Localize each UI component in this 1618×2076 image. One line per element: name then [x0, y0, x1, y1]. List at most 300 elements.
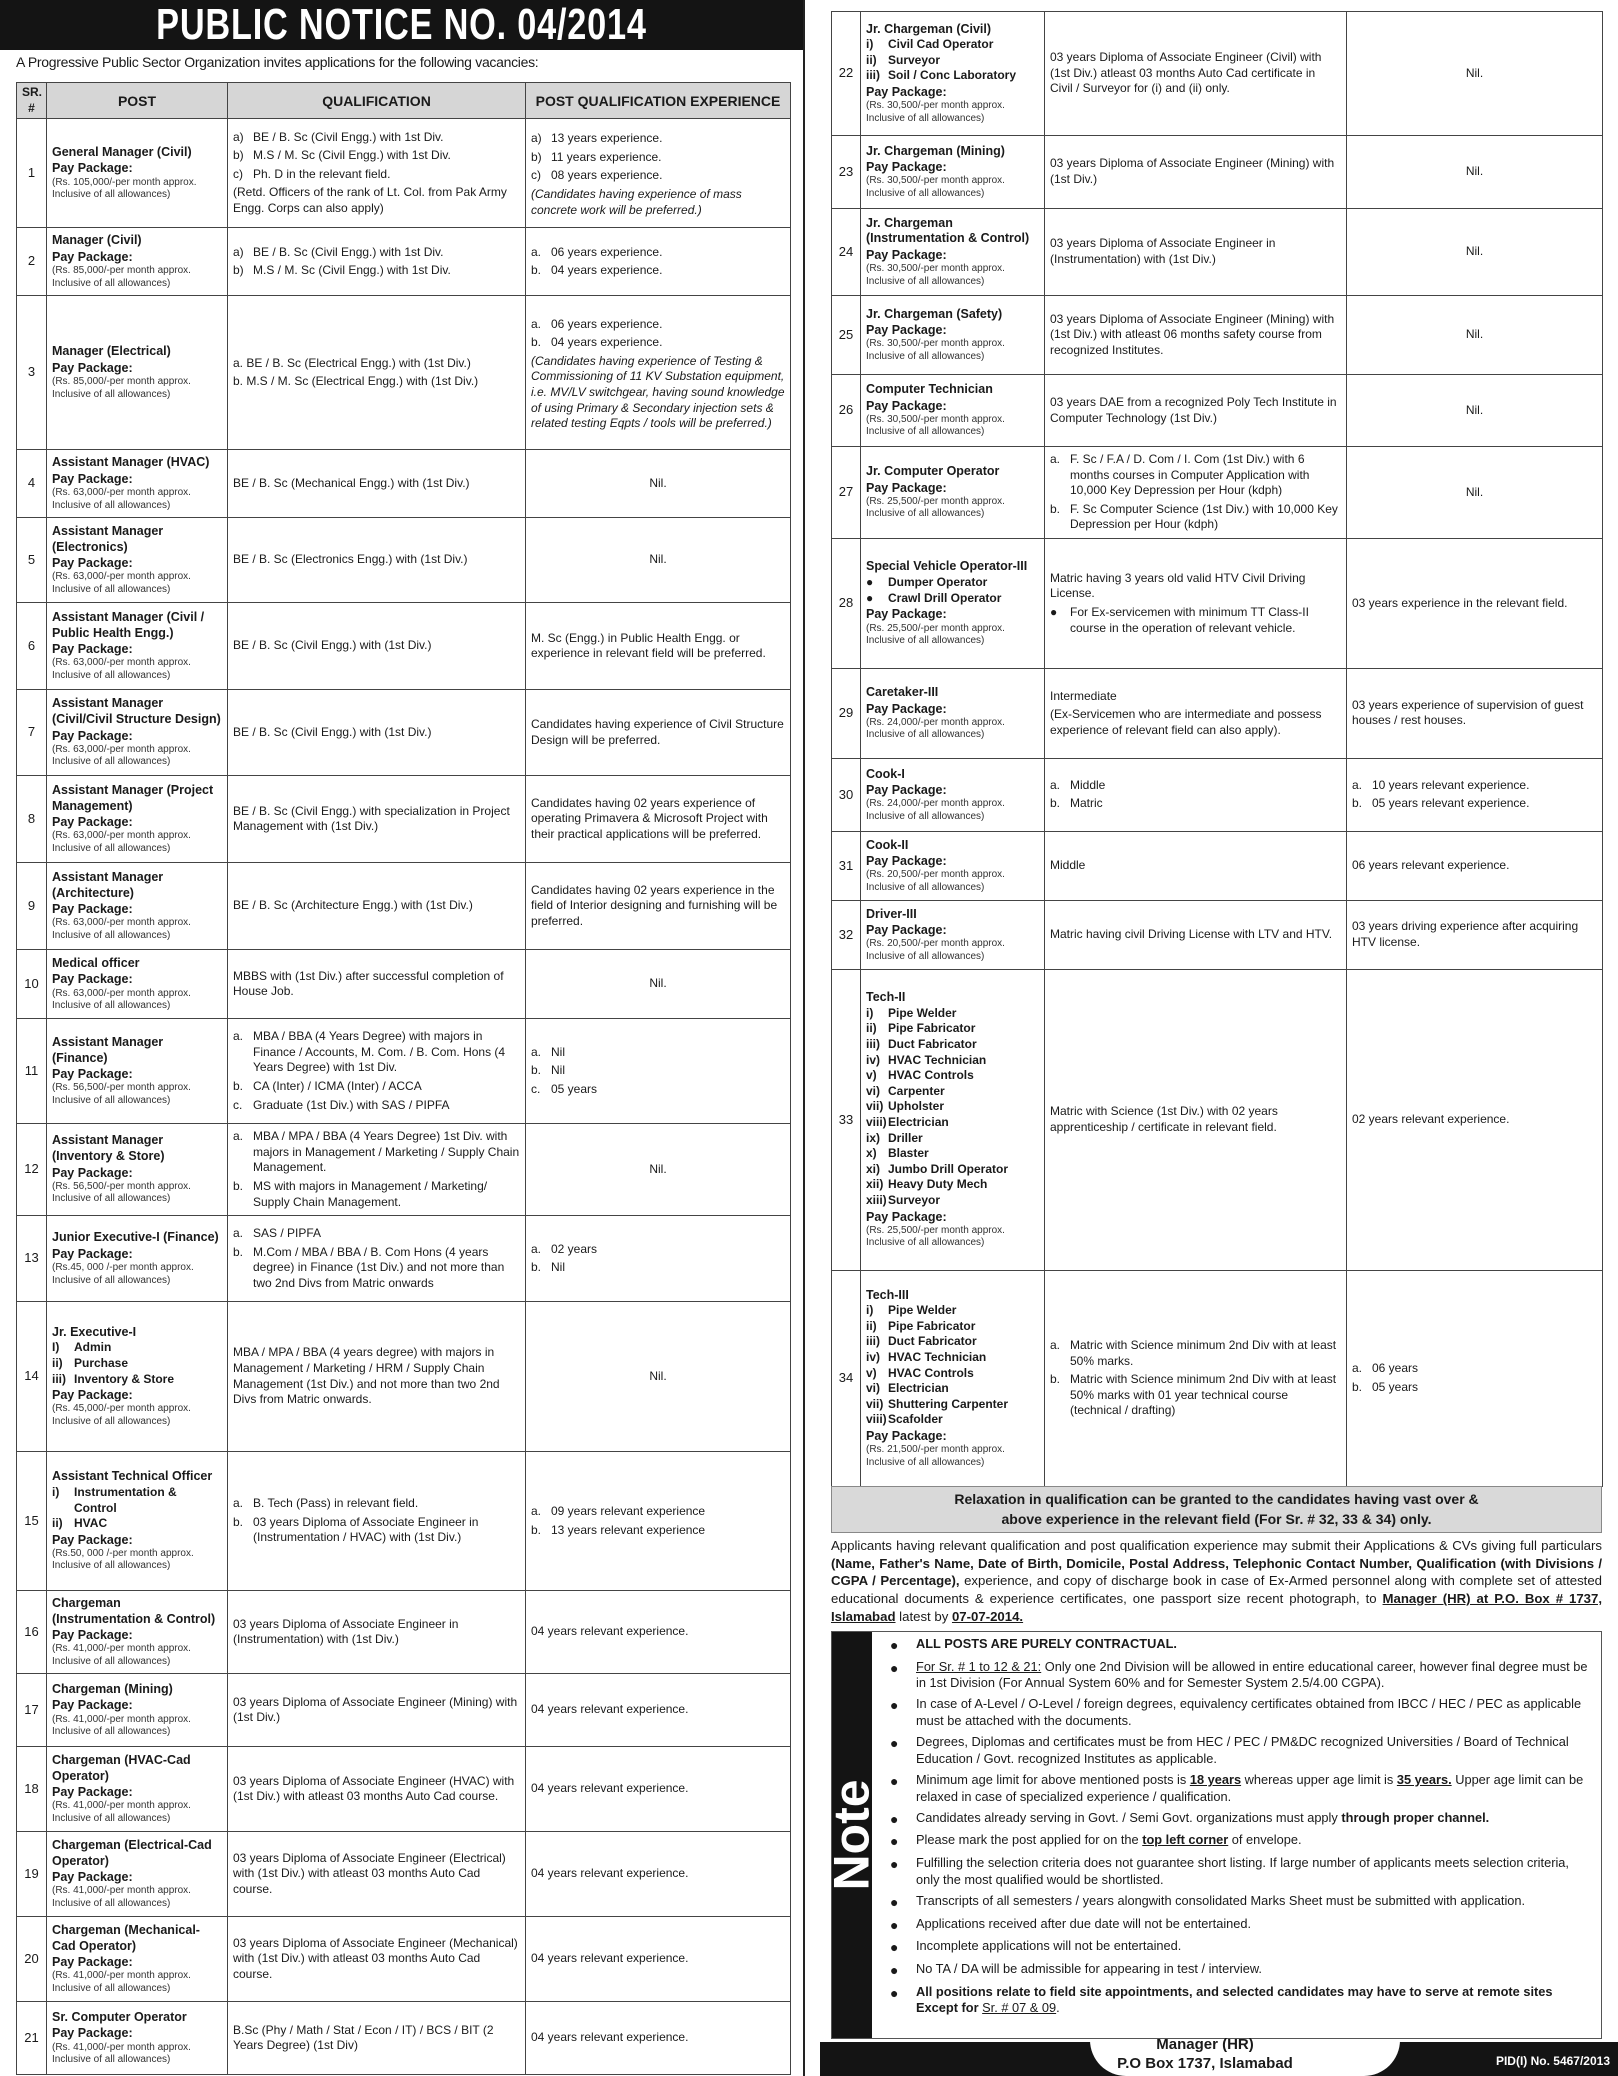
- qualification-item: [233, 1098, 520, 1114]
- qualification-item: [1050, 312, 1341, 359]
- experience-cell: [1347, 668, 1603, 758]
- qualification-item: [233, 374, 520, 390]
- experience-item-marker: a.: [531, 1044, 542, 1059]
- qualification-item-text: BE / B. Sc (Electronics Engg.) with (1st Div.): [233, 552, 468, 567]
- experience-cell: [1347, 136, 1603, 209]
- experience-item-text: 04 years experience.: [551, 263, 663, 278]
- qualification-item: [1050, 605, 1341, 636]
- experience-cell: [1347, 447, 1603, 539]
- pay-package-label: Pay Package:: [52, 161, 133, 176]
- sr-number: 25: [832, 296, 861, 375]
- note-segment: Candidates already serving in Govt. / Semi Govt. organizations must apply: [916, 1809, 1342, 1825]
- qualification-item: [233, 1695, 520, 1726]
- bullet-icon: ●: [890, 1735, 899, 1752]
- note-item: [890, 1855, 1591, 1888]
- experience-note: (Candidates having experience of Testing & Commissioning of 11 KV Substation equipment, i.e. MV/LV switchgear, having sound knowledge of using Primary & Secondary injection sets & related testing Eqpts / tools will be preferred.): [531, 353, 785, 431]
- experience-item-marker: a.: [1352, 1361, 1363, 1376]
- note-item: [890, 1938, 1591, 1956]
- table-row: [17, 1302, 791, 1452]
- post-cell: [861, 831, 1045, 900]
- qualification-cell: [228, 1019, 526, 1124]
- post-title: Assistant Manager (HVAC): [52, 455, 210, 470]
- qualification-item-marker: b.: [233, 1244, 244, 1259]
- experience-item-marker: a.: [531, 1504, 542, 1519]
- qualification-item: [233, 1179, 520, 1210]
- post-title: Medical officer: [52, 955, 140, 970]
- qualification-item: [233, 1496, 520, 1512]
- post-subitem-marker: ●: [866, 590, 874, 605]
- post-subitem-marker: ii): [52, 1356, 63, 1371]
- qualification-cell: [1045, 447, 1347, 539]
- post-subitem-text: Surveyor: [888, 1192, 941, 1207]
- table-row: [832, 296, 1603, 375]
- post-title: Jr. Chargeman (Instrumentation & Control): [866, 215, 1030, 246]
- qualification-item: [233, 804, 520, 835]
- note-segment: Incomplete applications will not be entertained.: [916, 1938, 1182, 1954]
- post-cell: [47, 1452, 228, 1591]
- qualification-cell: [1045, 136, 1347, 209]
- sr-number: 28: [832, 538, 861, 668]
- qualification-item-text: Matric with Science minimum 2nd Div with at least 50% marks with 01 year technical course (technical / drafting): [1070, 1372, 1337, 1418]
- post-cell: [861, 1270, 1045, 1486]
- note-item: [890, 1810, 1591, 1828]
- experience-cell: [526, 1591, 791, 1674]
- qualification-item: [233, 1029, 520, 1076]
- experience-cell: [526, 518, 791, 603]
- post-subitem-text: Crawl Drill Operator: [888, 590, 1002, 605]
- qualification-cell: [1045, 1270, 1347, 1486]
- post-cell: [47, 228, 228, 296]
- pay-package-amount: (Rs. 21,500/-per month approx. Inclusive of all allowances): [866, 1444, 1005, 1468]
- pay-package-amount: (Rs. 63,000/-per month approx. Inclusive of all allowances): [52, 830, 191, 854]
- experience-cell: [526, 1124, 791, 1216]
- post-cell: [47, 1019, 228, 1124]
- post-subitem-marker: ix): [866, 1130, 881, 1145]
- post-cell: [47, 1747, 228, 1832]
- qualification-cell: [1045, 375, 1347, 447]
- experience-item-marker: b.: [531, 1260, 542, 1275]
- qualification-cell: [228, 1302, 526, 1452]
- post-subitem: [866, 37, 1039, 53]
- table-row: [832, 900, 1603, 969]
- post-subitem-text: Duct Fabricator: [888, 1036, 977, 1051]
- experience-cell: [1347, 538, 1603, 668]
- pay-package-amount: (Rs.45, 000 /-per month approx. Inclusive of all allowances): [52, 1262, 194, 1286]
- note-text: [916, 1916, 1251, 1934]
- post-subitem-marker: i): [866, 37, 874, 52]
- header-sr: SR. #: [17, 83, 47, 119]
- sr-number: 1: [17, 119, 47, 228]
- qualification-cell: [228, 776, 526, 863]
- note-segment: 35 years.: [1396, 1771, 1452, 1787]
- post-subitem-marker: v): [866, 1068, 877, 1083]
- qualification-item-text: Ph. D in the relevant field.: [253, 166, 391, 181]
- qualification-item-text: M.S / M. Sc (Civil Engg.) with 1st Div.: [253, 263, 451, 278]
- post-cell: [861, 12, 1045, 136]
- qualification-item-marker: a.: [1050, 452, 1061, 466]
- experience-item: [531, 263, 785, 279]
- qualification-item: [233, 725, 520, 741]
- qualification-cell: [1045, 12, 1347, 136]
- post-title: Manager (Civil): [52, 233, 142, 248]
- experience-item-marker: b.: [1352, 1379, 1363, 1394]
- sr-number: 5: [17, 518, 47, 603]
- post-title: Jr. Chargeman (Mining): [866, 143, 1005, 158]
- qualification-item-text: BE / B. Sc (Architecture Engg.) with (1st Div.): [233, 898, 473, 913]
- experience-item-text: 13 years relevant experience: [551, 1522, 706, 1537]
- post-subitem-text: Upholster: [888, 1099, 945, 1114]
- post-subitem: [866, 1366, 1039, 1382]
- qualification-item: [1050, 502, 1341, 533]
- pay-package-label: Pay Package:: [866, 607, 947, 622]
- post-title: Chargeman (HVAC-Cad Operator): [52, 1752, 191, 1783]
- qualification-item-marker: a.: [233, 1496, 244, 1511]
- post-subitem-marker: vii): [866, 1099, 884, 1114]
- qualification-item: [233, 969, 520, 1000]
- qualification-item-text: (Retd. Officers of the rank of Lt. Col. from Pak Army Engg. Corps can also apply): [233, 185, 507, 216]
- qualification-cell: [228, 2002, 526, 2075]
- post-subitem: [866, 1021, 1039, 1037]
- note-segment: Fulfilling the selection criteria does not guarantee short listing. If large number of applicants meets selection criteria, only the most qualified would be shortlisted.: [916, 1855, 1569, 1887]
- experience-cell: [526, 950, 791, 1019]
- relaxation-line: Relaxation in qualification can be granted to the candidates having vast over &: [954, 1491, 1479, 1507]
- pay-package-label: Pay Package:: [52, 1388, 133, 1403]
- experience-item-text: 04 years relevant experience.: [531, 1866, 689, 1881]
- post-subitem-text: Driller: [888, 1130, 923, 1145]
- bullet-icon: ●: [890, 1893, 899, 1910]
- table-row: [17, 690, 791, 776]
- experience-item-text: 04 years relevant experience.: [531, 2030, 689, 2045]
- table-row: [832, 831, 1603, 900]
- experience-cell: [526, 1832, 791, 1917]
- qualification-item: [233, 1851, 520, 1898]
- pay-package-label: Pay Package:: [866, 783, 947, 798]
- sr-number: 21: [17, 2002, 47, 2075]
- qualification-item: [1050, 236, 1341, 267]
- pay-package-label: Pay Package:: [52, 1532, 133, 1547]
- qualification-item: [1050, 689, 1341, 705]
- post-title: Jr. Computer Operator: [866, 464, 1000, 479]
- relaxation-line: above experience in the relevant field (For Sr. # 32, 33 & 34) only.: [1001, 1510, 1432, 1527]
- post-subitem-marker: iii): [866, 1036, 880, 1051]
- experience-item-text: 06 years relevant experience.: [1352, 858, 1510, 873]
- bullet-icon: ●: [890, 1659, 899, 1676]
- pay-package-amount: (Rs. 63,000/-per month approx. Inclusive of all allowances): [52, 917, 191, 941]
- post-subitem-marker: iv): [866, 1052, 881, 1067]
- pay-package-label: Pay Package:: [52, 728, 133, 743]
- post-subitem: [866, 1068, 1039, 1084]
- table-row: [832, 447, 1603, 539]
- qualification-item-text: CA (Inter) / ICMA (Inter) / ACCA: [253, 1078, 422, 1093]
- pay-package-label: Pay Package:: [866, 923, 947, 938]
- post-subitem-marker: ii): [866, 52, 877, 67]
- post-subitem-text: HVAC: [74, 1516, 108, 1531]
- qualification-item-text: Middle: [1050, 858, 1086, 873]
- qualification-item-marker: a): [233, 244, 244, 259]
- table-row: [832, 12, 1603, 136]
- table-row: [17, 603, 791, 690]
- experience-item: [1352, 858, 1597, 874]
- post-title: Assistant Manager (Architecture): [52, 869, 164, 900]
- sr-number: 14: [17, 1302, 47, 1452]
- qualification-cell: [228, 1832, 526, 1917]
- pay-package-amount: (Rs. 85,000/-per month approx. Inclusive of all allowances): [52, 265, 191, 289]
- pay-package-amount: (Rs. 30,500/-per month approx. Inclusive of all allowances): [866, 263, 1005, 287]
- pay-package-label: Pay Package:: [866, 701, 947, 716]
- qualification-item-marker: a.: [233, 1029, 244, 1044]
- post-subitem-marker: viii): [866, 1114, 887, 1129]
- experience-item-text: Candidates having experience of Civil Structure Design will be preferred.: [531, 717, 784, 747]
- qualification-item-text: B.Sc (Phy / Math / Stat / Econ / IT) / BCS / BIT (2 Years Degree) (1st Div): [233, 2022, 494, 2053]
- post-subitem-marker: x): [866, 1146, 877, 1161]
- qualification-item-marker: a.: [1050, 777, 1061, 792]
- experience-nil: Nil.: [649, 1161, 667, 1176]
- qualification-item-marker: b.: [233, 1514, 244, 1529]
- post-title: Chargeman (Instrumentation & Control): [52, 1595, 216, 1626]
- qualification-item: [233, 1515, 520, 1546]
- note-text: [916, 1832, 1302, 1850]
- note-segment: Please mark the post applied for on the: [916, 1832, 1143, 1848]
- qualification-item: [1050, 395, 1341, 426]
- pay-package-amount: (Rs. 41,000/-per month approx. Inclusive of all allowances): [52, 2041, 191, 2066]
- sr-number: 30: [832, 758, 861, 831]
- qualification-item-text: a. BE / B. Sc (Electrical Engg.) with (1st Div.): [233, 355, 471, 370]
- pay-package-amount: (Rs. 24,000/-per month approx. Inclusive of all allowances): [866, 798, 1005, 822]
- note-text: [916, 1659, 1591, 1692]
- qualification-item-text: MBBS with (1st Div.) after successful completion of House Job.: [233, 968, 504, 999]
- note-segment: top left corner: [1142, 1832, 1229, 1848]
- table-row: [832, 668, 1603, 758]
- post-subitem-text: Pipe Fabricator: [888, 1318, 976, 1333]
- qualification-item-text: B. Tech (Pass) in relevant field.: [253, 1496, 419, 1511]
- qualification-item-marker: b.: [1050, 501, 1061, 516]
- table-row: [17, 950, 791, 1019]
- experience-item-marker: a.: [531, 316, 542, 331]
- note-segment: Upper age limit can be relaxed in case of specialized experience / qualification.: [916, 1771, 1584, 1804]
- post-subitem-text: Instrumentation & Control: [74, 1484, 177, 1515]
- experience-item-marker: a.: [531, 1241, 542, 1256]
- experience-cell: [1347, 1270, 1603, 1486]
- post-subitem-text: Civil Cad Operator: [888, 37, 994, 52]
- qualification-item-text: MBA / BBA (4 Years Degree) with majors in Finance / Accounts, M. Com. / B. Com. Hons (4 Years Degree) with 1st Div.: [253, 1029, 506, 1075]
- post-subitem: [866, 1131, 1039, 1147]
- post-subitem: [866, 1334, 1039, 1350]
- bullet-icon: ●: [890, 1961, 899, 1978]
- pay-package-amount: (Rs. 41,000/-per month approx. Inclusive of all allowances): [52, 1713, 191, 1738]
- note-segment: Applications received after due date will not be entertained.: [916, 1915, 1252, 1931]
- note-item: [890, 1734, 1591, 1767]
- experience-item: [1352, 1112, 1597, 1128]
- pay-package-amount: (Rs. 25,500/-per month approx. Inclusive of all allowances): [866, 622, 1005, 646]
- table-row: [832, 538, 1603, 668]
- qualification-item: [1050, 1104, 1341, 1135]
- post-title: Jr. Chargeman (Civil): [866, 21, 992, 36]
- sr-number: 34: [832, 1270, 861, 1486]
- qualification-cell: [1045, 668, 1347, 758]
- pay-package-label: Pay Package:: [52, 902, 133, 917]
- qualification-item: [1050, 858, 1341, 874]
- post-subitem-text: Surveyor: [888, 52, 941, 67]
- sr-number: 17: [17, 1674, 47, 1747]
- pay-package-label: Pay Package:: [866, 398, 947, 413]
- experience-item-marker: a.: [1352, 777, 1363, 792]
- experience-item-text: 08 years experience.: [551, 168, 663, 183]
- experience-item-text: 04 years relevant experience.: [531, 1624, 689, 1639]
- experience-item-marker: c.: [531, 1081, 541, 1096]
- post-title: General Manager (Civil): [52, 144, 192, 159]
- post-subitem-text: Jumbo Drill Operator: [888, 1161, 1009, 1176]
- pay-package-amount: (Rs. 105,000/-per month approx. Inclusive of all allowances): [52, 176, 197, 201]
- qualification-cell: [228, 1124, 526, 1216]
- qualification-cell: [228, 1216, 526, 1302]
- post-subitem-text: Shuttering Carpenter: [888, 1396, 1009, 1411]
- experience-cell: [526, 1452, 791, 1591]
- post-subitem: [52, 1340, 222, 1356]
- experience-cell: [526, 1917, 791, 2002]
- experience-item-text: 09 years relevant experience: [551, 1504, 706, 1519]
- post-title: Assistant Manager (Project Management): [52, 782, 214, 813]
- experience-item-text: 05 years relevant experience.: [1372, 796, 1530, 811]
- post-subitem-marker: i): [866, 1005, 874, 1020]
- post-subitem-text: Pipe Fabricator: [888, 1021, 976, 1036]
- experience-item: [531, 2030, 785, 2046]
- experience-item-marker: b): [531, 149, 542, 164]
- qualification-item: [233, 1774, 520, 1805]
- experience-item: [531, 1260, 785, 1276]
- table-row: [17, 1019, 791, 1124]
- qualification-item: [233, 130, 520, 146]
- qualification-item: [233, 552, 520, 568]
- pay-package-label: Pay Package:: [866, 1209, 947, 1224]
- post-subitem-marker: vi): [866, 1381, 881, 1396]
- note-item: [890, 1659, 1591, 1692]
- qualification-item: [1050, 796, 1341, 812]
- table-row: [832, 758, 1603, 831]
- post-subitem: [52, 1372, 222, 1388]
- post-subitem: [866, 53, 1039, 69]
- bullet-icon: ●: [890, 1772, 899, 1789]
- experience-item-text: 03 years experience in the relevant field.: [1352, 595, 1568, 610]
- qualification-item: [1050, 156, 1341, 187]
- experience-cell: [526, 603, 791, 690]
- experience-item: [531, 1866, 785, 1882]
- pay-package-amount: (Rs. 45,000/-per month approx. Inclusive of all allowances): [52, 1403, 191, 1427]
- post-subitem: [52, 1485, 222, 1516]
- sr-number: 31: [832, 831, 861, 900]
- experience-cell: [526, 1019, 791, 1124]
- note-segment: No TA / DA will be admissible for appearing in test / interview.: [916, 1960, 1262, 1976]
- sr-number: 32: [832, 900, 861, 969]
- experience-item: [531, 1082, 785, 1098]
- experience-item-marker: b.: [1352, 796, 1363, 811]
- notes-box: [824, 1631, 1602, 2039]
- experience-item-text: 04 years relevant experience.: [531, 1702, 689, 1717]
- qualification-cell: [228, 863, 526, 950]
- post-subitem: [52, 1356, 222, 1372]
- pay-package-label: Pay Package:: [52, 471, 133, 486]
- sr-number: 20: [17, 1917, 47, 2002]
- instruction-segment: (Name, Father's Name, Date of Birth, Domicile, Postal Address, Telephonic Contact Number, Qualification (with Divisions / CGPA / Percentage),: [831, 1555, 1602, 1589]
- note-segment: Degrees, Diplomas and certificates must be from HEC / PEC / PM&DC recognized Universities / Board of Technical Education / Govt. recognized Institutes as applicable.: [916, 1734, 1569, 1766]
- experience-item-text: 02 years relevant experience.: [1352, 1112, 1510, 1127]
- post-subitem-text: Electrician: [888, 1381, 949, 1396]
- intro-text: A Progressive Public Sector Organization invites applications for the following vacancies:: [16, 54, 539, 70]
- experience-nil: Nil.: [649, 1368, 667, 1383]
- post-subitem: [866, 1397, 1039, 1413]
- experience-cell: [1347, 969, 1603, 1270]
- pay-package-amount: (Rs. 85,000/-per month approx. Inclusive of all allowances): [52, 376, 191, 400]
- experience-item-text: Candidates having 02 years experience of operating Primavera & Microsoft Project with their practical applications will be preferred.: [531, 795, 768, 841]
- note-text: [916, 1855, 1591, 1888]
- qualification-item-text: 03 years Diploma of Associate Engineer (Mining) with (1st Div.): [1050, 156, 1335, 186]
- qualification-item: [233, 1345, 520, 1407]
- post-subitem: [866, 1303, 1039, 1319]
- qualification-item: [233, 1129, 520, 1176]
- qualification-item-text: MBA / MPA / BBA (4 years degree) with majors in Management / Marketing / HRM / Supply Chain Management (1st Div.) and not more than two 2nd Divs from Matric onwards.: [233, 1345, 500, 1407]
- pay-package-amount: (Rs. 41,000/-per month approx. Inclusive of all allowances): [52, 1800, 191, 1824]
- pay-package-amount: (Rs.50, 000 /-per month approx. Inclusive of all allowances): [52, 1547, 194, 1572]
- experience-item-text: 06 years experience.: [551, 316, 663, 331]
- post-subitem-text: Admin: [74, 1340, 112, 1355]
- table-row: [17, 1747, 791, 1832]
- qualification-cell: [1045, 296, 1347, 375]
- post-cell: [861, 447, 1045, 539]
- qualification-item-marker: a.: [233, 1129, 244, 1144]
- experience-cell: [526, 2002, 791, 2075]
- post-subitem-text: Soil / Conc Laboratory: [888, 68, 1017, 83]
- experience-item: [531, 168, 785, 184]
- experience-cell: [526, 863, 791, 950]
- pay-package-label: Pay Package:: [52, 972, 133, 987]
- pay-package-amount: (Rs. 20,500/-per month approx. Inclusive of all allowances): [866, 938, 1005, 962]
- bullet-icon: ●: [890, 1833, 899, 1850]
- column-divider: [803, 0, 805, 2076]
- sr-number: 13: [17, 1216, 47, 1302]
- experience-item-text: 10 years relevant experience.: [1372, 777, 1530, 792]
- experience-cell: [526, 1216, 791, 1302]
- experience-item: [531, 131, 785, 147]
- sr-number: 16: [17, 1591, 47, 1674]
- signature-address: P.O Box 1737, Islamabad: [1117, 2055, 1293, 2072]
- qualification-cell: [228, 690, 526, 776]
- post-title: Chargeman (Electrical-Cad Operator): [52, 1837, 212, 1868]
- pay-package-label: Pay Package:: [866, 480, 947, 495]
- experience-cell: [1347, 831, 1603, 900]
- qualification-item: [233, 898, 520, 914]
- sr-number: 11: [17, 1019, 47, 1124]
- experience-item: [531, 1624, 785, 1640]
- qualification-item-text: M.S / M. Sc (Civil Engg.) with 1st Div.: [253, 148, 451, 163]
- post-subitem: [866, 1193, 1039, 1209]
- experience-item-text: 13 years experience.: [551, 131, 663, 146]
- qualification-item-text: Middle: [1070, 777, 1106, 792]
- post-title: Cook-II: [866, 837, 909, 852]
- post-subitem-marker: iii): [866, 68, 880, 83]
- pay-package-amount: (Rs. 63,000/-per month approx. Inclusive of all allowances): [52, 987, 191, 1012]
- notes-list: [872, 1632, 1601, 2038]
- post-subitem-marker: i): [52, 1484, 60, 1499]
- post-subitem: [866, 1177, 1039, 1193]
- qualification-cell: [228, 1917, 526, 2002]
- qualification-item: [1050, 571, 1341, 602]
- post-subitem-text: Purchase: [74, 1356, 129, 1371]
- qualification-item: [1050, 1372, 1341, 1419]
- qualification-item-text: BE / B. Sc (Civil Engg.) with (1st Div.): [233, 638, 432, 653]
- qualification-cell: [228, 518, 526, 603]
- experience-nil: Nil.: [649, 475, 667, 490]
- experience-item: [1352, 778, 1597, 794]
- qualification-item: [233, 356, 520, 372]
